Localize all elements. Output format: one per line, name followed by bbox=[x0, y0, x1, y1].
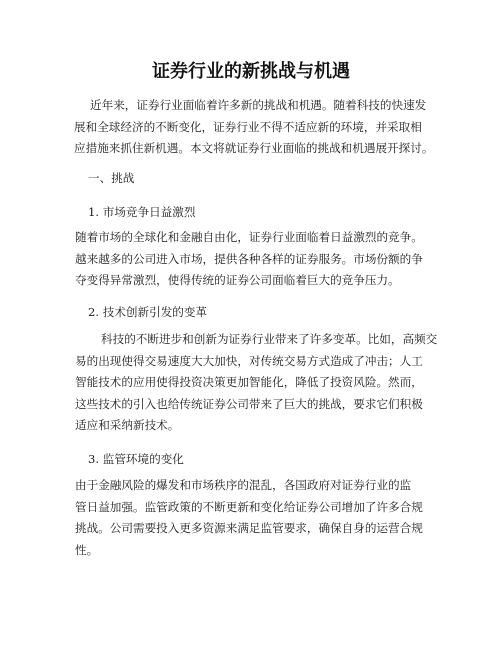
item-line: 夺变得异常激烈，使得传统的证券公司面临着巨大的竞争压力。 bbox=[75, 273, 400, 287]
item-line: 越来越多的公司进入市场，提供各种各样的证券服务。市场份额的争 bbox=[75, 251, 423, 266]
item-line: 易的出现使得交易速度大大加快，对传统交易方式造成了冲击；人工 bbox=[75, 353, 423, 368]
item-line: 由于金融风险的爆发和市场秩序的混乱，各国政府对证券行业的监 bbox=[75, 478, 412, 492]
item-line: 管日益加强。监管政策的不断更新和变化给证券公司增加了许多合规 bbox=[75, 499, 423, 514]
item-line: 科技的不断进步和创新为证券行业带来了许多变革。比如，高频交 bbox=[101, 332, 438, 346]
item-line: 性。 bbox=[75, 542, 99, 557]
item-heading: 1. 市场竞争日益激烈 bbox=[88, 205, 196, 219]
item-line: 智能技术的应用使得投资决策更加智能化，降低了投资风险。然而， bbox=[75, 375, 423, 389]
item-paragraph bbox=[75, 227, 423, 292]
document-title: 证券行业的新挑战与机遇 bbox=[152, 61, 350, 82]
item-line: 挑战。公司需要投入更多资源来满足监管要求，确保自身的运营合规 bbox=[75, 521, 423, 535]
item-line: 随着市场的全球化和金融自由化，证券行业面临着日益激烈的竞争。 bbox=[75, 230, 423, 244]
item-heading: 2. 技术创新引发的变革 bbox=[88, 305, 208, 319]
item-line: 适应和采纳新技术。 bbox=[75, 418, 180, 432]
item-line: 这些技术的引入也给传统证券公司带来了巨大的挑战，要求它们积极 bbox=[75, 396, 423, 411]
item-paragraph bbox=[75, 329, 438, 437]
intro-line: 近年来，证券行业面临着许多新的挑战和机遇。随着科技的快速发 bbox=[90, 98, 427, 112]
item-paragraph bbox=[75, 475, 423, 561]
item-heading: 3. 监管环境的变化 bbox=[88, 452, 184, 466]
section-heading: 一、挑战 bbox=[88, 171, 135, 185]
intro-paragraph bbox=[74, 95, 434, 160]
intro-line: 展和全球经济的不断变化，证券行业不得不适应新的环境，并采取相 bbox=[74, 119, 422, 134]
intro-line: 应措施来抓住新机遇。本文将就证券行业面临的挑战和机遇展开探讨。 bbox=[74, 141, 434, 155]
